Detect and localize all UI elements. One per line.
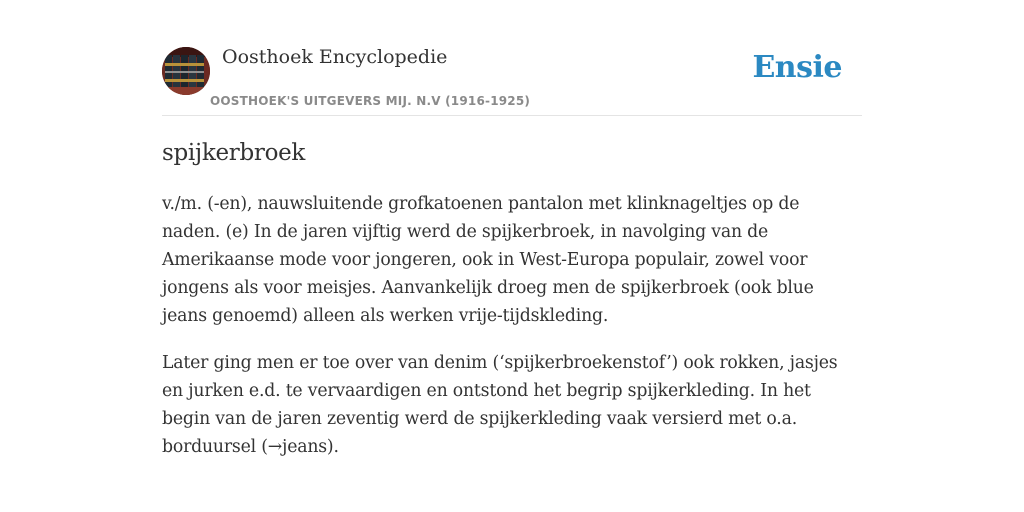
entry-title: spijkerbroek <box>162 140 306 166</box>
entry-card <box>162 44 862 461</box>
publisher-label: OOSTHOEK'S UITGEVERS MIJ. N.V (1916-1925) <box>210 94 531 108</box>
ensie-logo[interactable]: Ensie <box>752 50 842 85</box>
source-title[interactable]: Oosthoek Encyclopedie <box>222 46 448 68</box>
entry-paragraph-2: Later ging men er toe over van denim (‘spijkerbroekenstof’) ook rokken, jasjes en jurken e.d. te vervaardigen en ontstond het begrip spijkerkleding. In het begin van de jaren zeventig werd de spijkerkleding vaak versierd met o.a. borduursel (→jeans). <box>162 353 838 457</box>
source-header <box>162 44 862 116</box>
entry-paragraph-1: v./m. (-en), nauwsluitende grofkatoenen pantalon met klinknageltjes op de naden. (e) In de jaren vijftig werd de spijkerbroek, in navolging van de Amerikaanse mode voor jongeren, ook in West-Europa populair, zowel voor jongens als voor meisjes. Aanvankelijk droeg men de spijkerbroek (ook blue jeans genoemd) alleen als werken vrije-tijdskleding. <box>162 194 814 326</box>
book-spines-icon[interactable] <box>162 47 210 95</box>
